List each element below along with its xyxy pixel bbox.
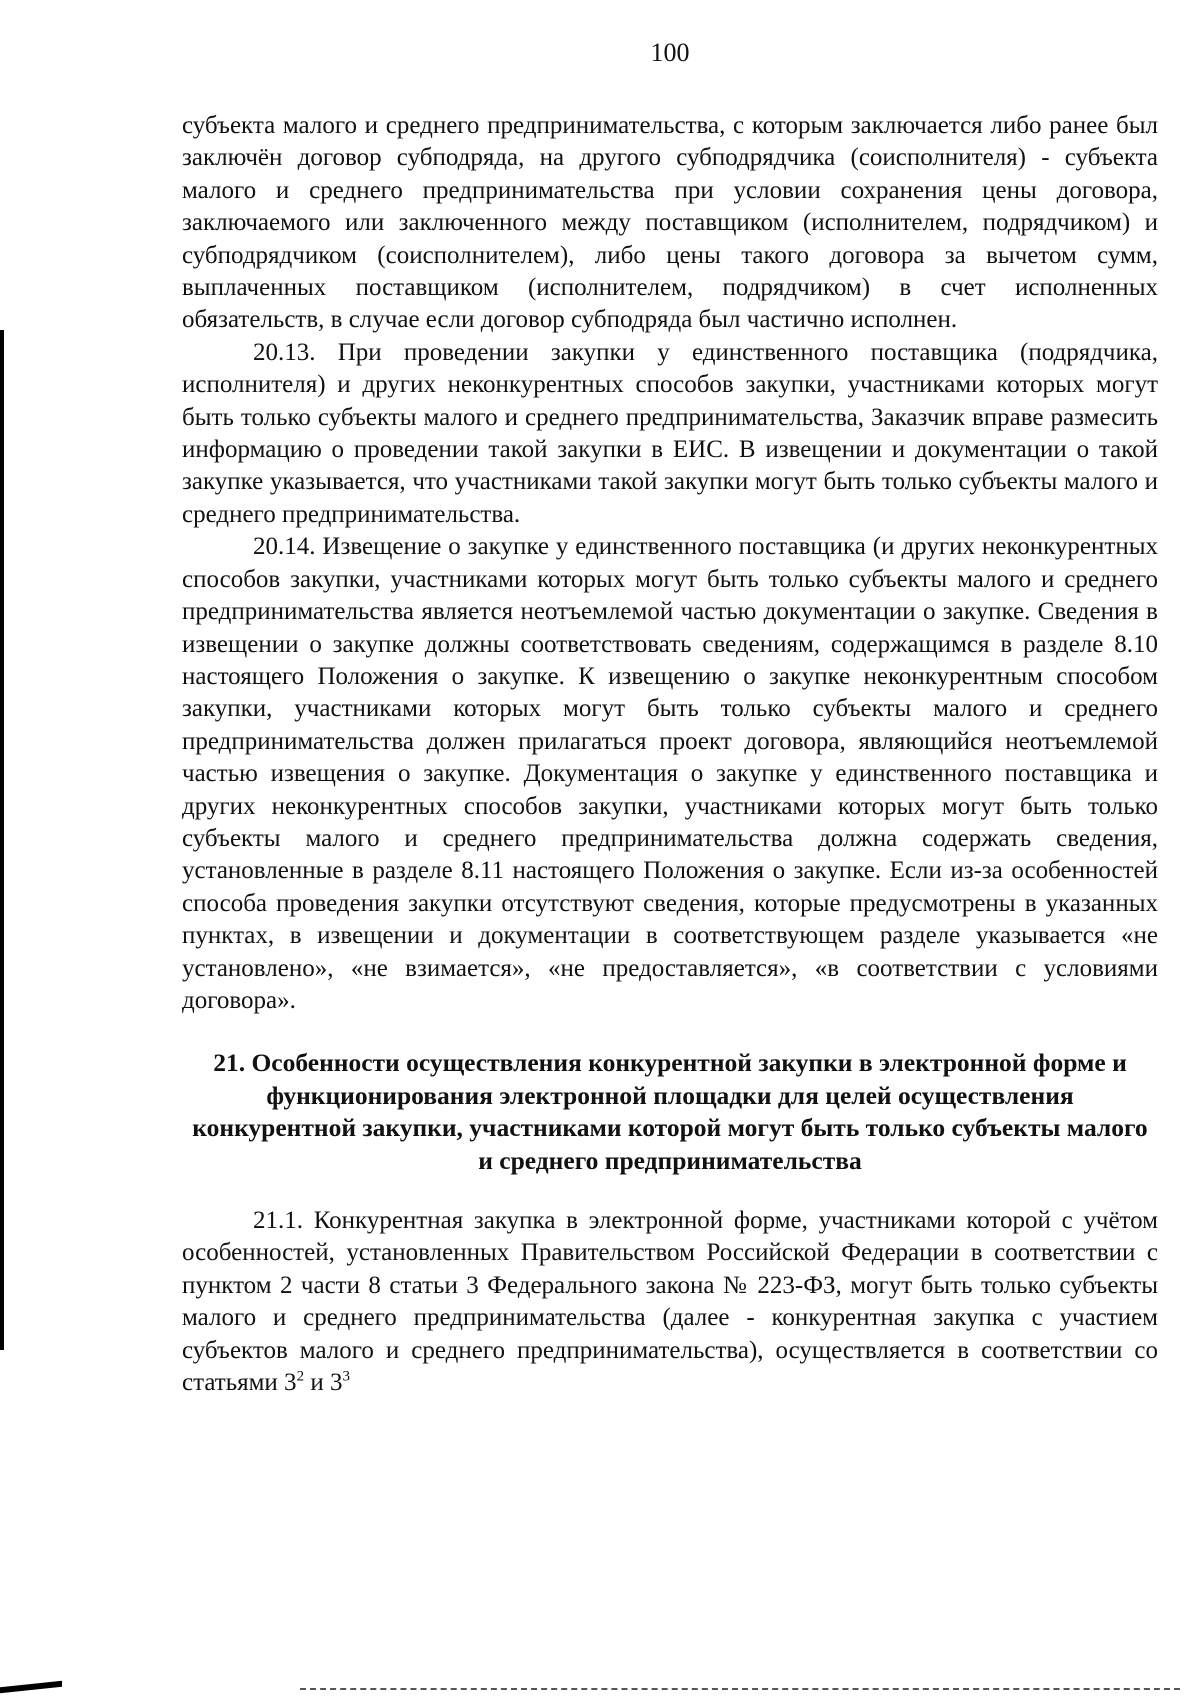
- paragraph-21-1: [182, 1205, 1158, 1399]
- page-number: 100: [650, 38, 690, 67]
- scan-footer-line: [300, 1688, 1180, 1690]
- section-21-heading: 21. Особенности осуществления конкурентной закупки в электронной форме и функционирования электронной площадки для целей осуществления конкурентной закупки, участниками которой могут быть только субъекты малого и среднего предпринимательства: [192, 1048, 1148, 1175]
- paragraph-21-1-text: 21.1. Конкурентная закупка в электронной форме, участниками которой с учётом особенностей, установленных Правительством Российской Федерации в соответствии с пунктом 2 части 8 статьи 3 Федерального закона № 223-ФЗ, могут быть только субъекты малого и среднего предпринимательства (далее - конкурентная закупка с участием субъектов малого и среднего предпринимательства), осуществляется в соответствии со статьями 3: [182, 1207, 1158, 1397]
- superscript-3: 3: [342, 1368, 350, 1385]
- paragraph-20-14: 20.14. Извещение о закупке у единственного поставщика (и других неконкурентных способов закупки, участниками которых могут быть только субъекты малого и среднего предпринимательства является неотъемлемой частью документации о закупке. Сведения в извещении о закупке должны соответствовать сведениям, содержащимся в разделе 8.10 настоящего Положения о закупке. К извещению о закупке неконкурентным способом закупки, участниками которых могут быть только субъекты малого и среднего предпринимательства должен прилагаться проект договора, являющийся неотъемлемой частью извещения о закупке. Документация о закупке у единственного поставщика и других неконкурентных способов закупки, участниками которых могут быть только субъекты малого и среднего предпринимательства должна содержать сведения, установленные в разделе 8.11 настоящего Положения о закупке. Если из-за особенностей способа проведения закупки отсутствуют сведения, которые предусмотрены в указанных пунктах, в извещении и документации в соответствующем разделе указывается «не установлено», «не взимается», «не предоставляется», «в соответствии с условиями договора».: [182, 533, 1158, 1014]
- scan-corner-mark: [0, 1681, 62, 1694]
- paragraph-20-13: 20.13. При проведении закупки у единственного поставщика (подрядчика, исполнителя) и других неконкурентных способов закупки, участниками которых могут быть только субъекты малого и среднего предпринимательства, Заказчик вправе размесить информацию о проведении такой закупки в ЕИС. В извещении и документации о такой закупке указывается, что участниками такой закупки могут быть только субъекты малого и среднего предпринимательства.: [182, 338, 1158, 528]
- superscript-2: 2: [296, 1368, 305, 1385]
- scan-margin-bar: [0, 330, 4, 1350]
- document-body: [182, 110, 1158, 1399]
- paragraph-continuation: субъекта малого и среднего предпринимательства, с которым заключается либо ранее был заключён договор субподряда, на другого субподрядчика (соисполнителя) - субъекта малого и среднего предпринимательства при условии сохранения цены договора, заключаемого или заключенного между поставщиком (исполнителем, подрядчиком) и субподрядчиком (соисполнителем), либо цены такого договора за вычетом сумм, выплаченных поставщиком (исполнителем, подрядчиком) в счет исполненных обязательств, в случае если договор субподряда был частично исполнен.: [182, 112, 1158, 334]
- paragraph-21-1-and: и 3: [304, 1369, 343, 1397]
